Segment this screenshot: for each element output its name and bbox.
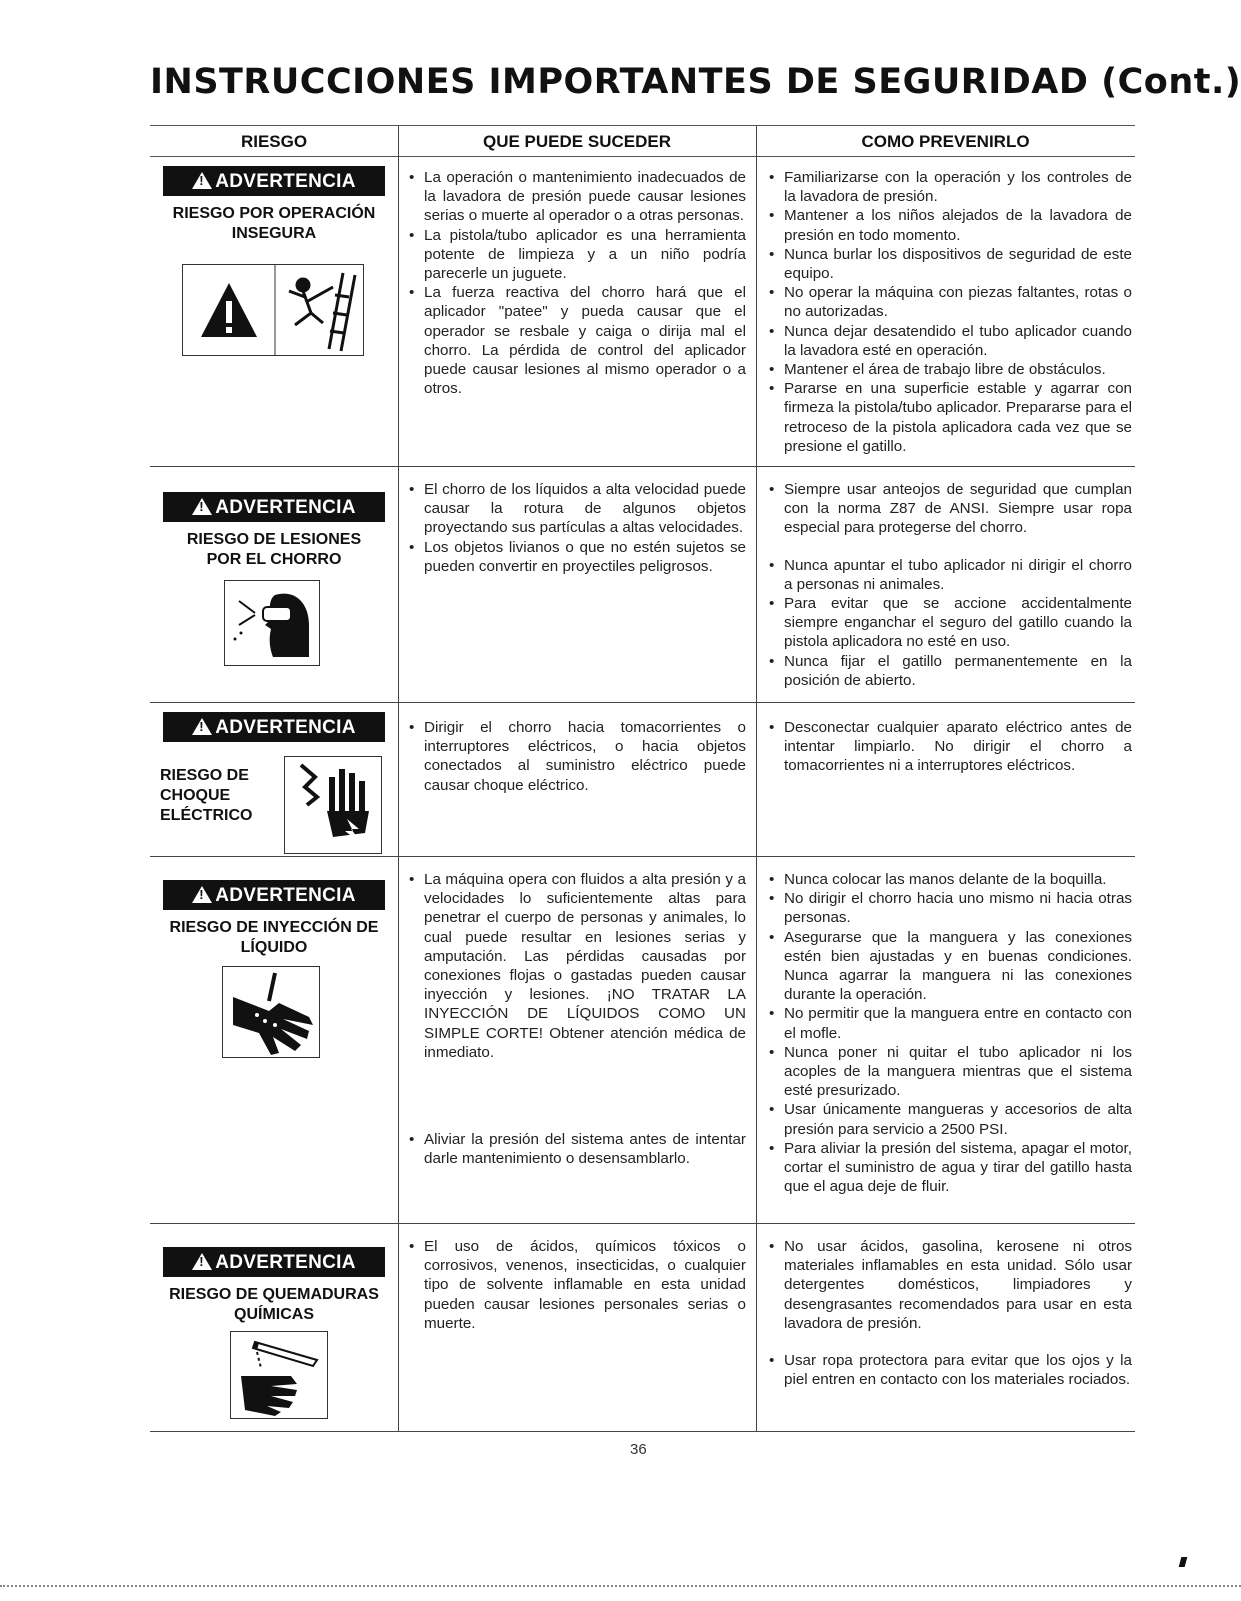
- prevention-list: [766, 870, 1132, 1196]
- warning-triangle-icon: [192, 498, 212, 515]
- warning-badge: !ADVERTENCIA: [163, 1247, 385, 1277]
- list-item: • Aliviar la presión del sistema antes de intentar darle mantenimiento o desensamblarlo.: [406, 1130, 746, 1168]
- hazard-cell: [150, 712, 398, 742]
- list-item: • Nunca fijar el gatillo permanentemente en la posición de abierto.: [766, 652, 1132, 690]
- warning-badge: !ADVERTENCIA: [163, 166, 385, 196]
- what-can-happen-list: [406, 870, 746, 1168]
- row-separator: [150, 856, 1135, 857]
- warning-triangle-icon: [183, 265, 363, 355]
- hazard-cell: [150, 166, 398, 244]
- list-item: • Usar únicamente mangueras y accesorios de alta presión para servicio a 2500 PSI.: [766, 1100, 1132, 1138]
- list-item: • Los objetos livianos o que no estén sujetos se pueden convertir en proyectiles peligrosos.: [406, 538, 746, 576]
- list-item: • Nunca apuntar el tubo aplicador ni dirigir el chorro a personas ni animales.: [766, 556, 1132, 594]
- page-title: INSTRUCCIONES IMPORTANTES DE SEGURIDAD (Cont.): [150, 62, 1241, 102]
- person-slipping-icon: [289, 273, 355, 351]
- warning-triangle-icon: [192, 886, 212, 903]
- corner-mark: [1179, 1557, 1188, 1567]
- chemical-burn-icon: [231, 1332, 327, 1418]
- list-item: • Para evitar que se accione accidentalmente siempre enganchar el seguro del gatillo cuando la pistola aplicadora no esté en uso.: [766, 594, 1132, 652]
- warning-triangle-icon: [192, 718, 212, 735]
- row-separator: [150, 1431, 1135, 1432]
- safety-goggles-icon: [225, 581, 319, 665]
- what-can-happen-list: [406, 1237, 746, 1333]
- what-can-happen-list: [406, 480, 746, 576]
- hazard-row-unsafe-operation: [150, 166, 1135, 466]
- prevention-list: [766, 718, 1132, 776]
- column-header-what: QUE PUEDE SUCEDER: [483, 132, 671, 151]
- hazard-title: RIESGO DE QUEMADURAS QUÍMICAS: [169, 1286, 379, 1323]
- header-bottom-rule: [150, 156, 1135, 157]
- warning-triangle-icon: [192, 172, 212, 189]
- warning-triangle-icon: [192, 1253, 212, 1270]
- hazard-title: RIESGO DE INYECCIÓN DE LÍQUIDO: [169, 919, 379, 956]
- electric-shock-icon: [285, 757, 381, 853]
- row-separator: [150, 702, 1135, 703]
- hazard-pictogram: [230, 1331, 328, 1419]
- list-item: • Nunca burlar los dispositivos de seguridad de este equipo.: [766, 245, 1132, 283]
- hazard-pictogram: [224, 580, 320, 666]
- list-item: • Dirigir el chorro hacia tomacorrientes o interruptores eléctricos, o hacia objetos conectados al suministro eléctrico puede causar choque eléctrico.: [406, 718, 746, 795]
- hazard-row-liquid-injection: [150, 866, 1135, 1223]
- list-item: • La operación o mantenimiento inadecuados de la lavadora de presión puede causar lesiones serias o muerte al operador o a otras personas.: [406, 168, 746, 226]
- list-item: • Nunca dejar desatendido el tubo aplicador cuando la lavadora esté en operación.: [766, 322, 1132, 360]
- hazard-pictogram: [222, 966, 320, 1058]
- warning-badge: !ADVERTENCIA: [163, 492, 385, 522]
- hazard-cell: [150, 880, 398, 958]
- hazard-row-chemical-burns: [150, 1233, 1135, 1431]
- what-can-happen-list: [406, 168, 746, 398]
- hazard-pictogram: [182, 264, 364, 356]
- list-item: • La pistola/tubo aplicador es una herramienta potente de limpieza y a un niño podría parecerle un juguete.: [406, 226, 746, 284]
- list-item: • Para aliviar la presión del sistema, apagar el motor, cortar el suministro de agua y tirar del gatillo hasta que el agua deje de fluir.: [766, 1139, 1132, 1197]
- hazard-cell: [150, 492, 398, 570]
- list-item: • Pararse en una superficie estable y agarrar con firmeza la pistola/tubo aplicador. Prepararse para el retroceso de la pistola aplicadora cada vez que se presione el gatillo.: [766, 379, 1132, 456]
- hazard-cell: [150, 1247, 398, 1325]
- page-number: 36: [630, 1441, 647, 1458]
- list-item: • No permitir que la manguera entre en contacto con el mofle.: [766, 1004, 1132, 1042]
- column-header-prevent: COMO PREVENIRLO: [861, 132, 1030, 151]
- list-item: • Mantener el área de trabajo libre de obstáculos.: [766, 360, 1132, 379]
- list-item: • Desconectar cualquier aparato eléctrico antes de intentar limpiarlo. No dirigir el chorro a tomacorrientes ni a interruptores eléctricos.: [766, 718, 1132, 776]
- hand-injection-icon: [223, 967, 319, 1057]
- list-item: • Familiarizarse con la operación y los controles de la lavadora de presión.: [766, 168, 1132, 206]
- column-header-risk: RIESGO: [240, 132, 308, 151]
- list-item: • Nunca poner ni quitar el tubo aplicador ni los acoples de la manguera mientras que el sistema esté presurizado.: [766, 1043, 1132, 1101]
- prevention-list: [766, 1237, 1132, 1389]
- list-item: • La fuerza reactiva del chorro hará que el aplicador "patee" y pueda causar que el operador se resbale y caiga o dirija mal el chorro. La pérdida de control del aplicador puede causar lesiones al mismo operador o a otros.: [406, 283, 746, 398]
- scan-edge-line: [0, 1585, 1241, 1587]
- list-item: • No usar ácidos, gasolina, kerosene ni otros materiales inflamables en esta unidad. Sólo usar detergentes domésticos, limpiadores y desengrasantes recomendados para usar en esta lavadora de presión.: [766, 1237, 1132, 1333]
- row-separator: [150, 1223, 1135, 1224]
- warning-badge: !ADVERTENCIA: [163, 880, 385, 910]
- list-item: • El uso de ácidos, químicos tóxicos o corrosivos, venenos, insecticidas, o cualquier tipo de solvente inflamable en esta unidad pueden causar lesiones personales serias o muerte.: [406, 1237, 746, 1333]
- list-item: • Usar ropa protectora para evitar que los ojos y la piel entren en contacto con los materiales rociados.: [766, 1351, 1132, 1389]
- hazard-title: RIESGO DE CHOQUE ELÉCTRICO: [160, 767, 253, 824]
- prevention-list: [766, 168, 1132, 456]
- hazard-row-electric-shock: [150, 712, 1135, 856]
- list-item: • Siempre usar anteojos de seguridad que cumplan con la norma Z87 de ANSI. Siempre usar ropa especial para protegerse del chorro.: [766, 480, 1132, 538]
- hazard-title: RIESGO POR OPERACIÓN INSEGURA: [172, 205, 376, 242]
- header-top-rule: [150, 125, 1135, 126]
- warning-badge: !ADVERTENCIA: [163, 712, 385, 742]
- list-item: • Nunca colocar las manos delante de la boquilla.: [766, 870, 1132, 889]
- prevention-list: [766, 480, 1132, 690]
- hazard-row-spray-injury: [150, 476, 1135, 702]
- list-item: • Mantener a los niños alejados de la lavadora de presión en todo momento.: [766, 206, 1132, 244]
- list-item: • No dirigir el chorro hacia uno mismo ni hacia otras personas.: [766, 889, 1132, 927]
- what-can-happen-list: [406, 718, 746, 795]
- list-item: • El chorro de los líquidos a alta velocidad puede causar la rotura de algunos objetos proyectando sus partículas a altas velocidades.: [406, 480, 746, 538]
- list-item: • Asegurarse que la manguera y las conexiones estén bien ajustadas y en buenas condiciones. Nunca agarrar la manguera ni las conexiones durante la operación.: [766, 928, 1132, 1005]
- hazard-title: RIESGO DE LESIONES POR EL CHORRO: [186, 531, 362, 568]
- list-item: • La máquina opera con fluidos a alta presión y a velocidades lo suficientemente altas para penetrar el cuerpo de personas y animales, lo cual puede resultar en lesiones serias y amputación. Las pérdidas causadas por conexiones flojas o gastadas pueden causar inyección y lesiones. ¡NO TRATAR LA INYECCIÓN DE LÍQUIDOS COMO UN SIMPLE CORTE! Obtener atención médica de inmediato.: [406, 870, 746, 1062]
- list-item: • No operar la máquina con piezas faltantes, rotas o no autorizadas.: [766, 283, 1132, 321]
- row-separator: [150, 466, 1135, 467]
- hazard-pictogram: [284, 756, 382, 854]
